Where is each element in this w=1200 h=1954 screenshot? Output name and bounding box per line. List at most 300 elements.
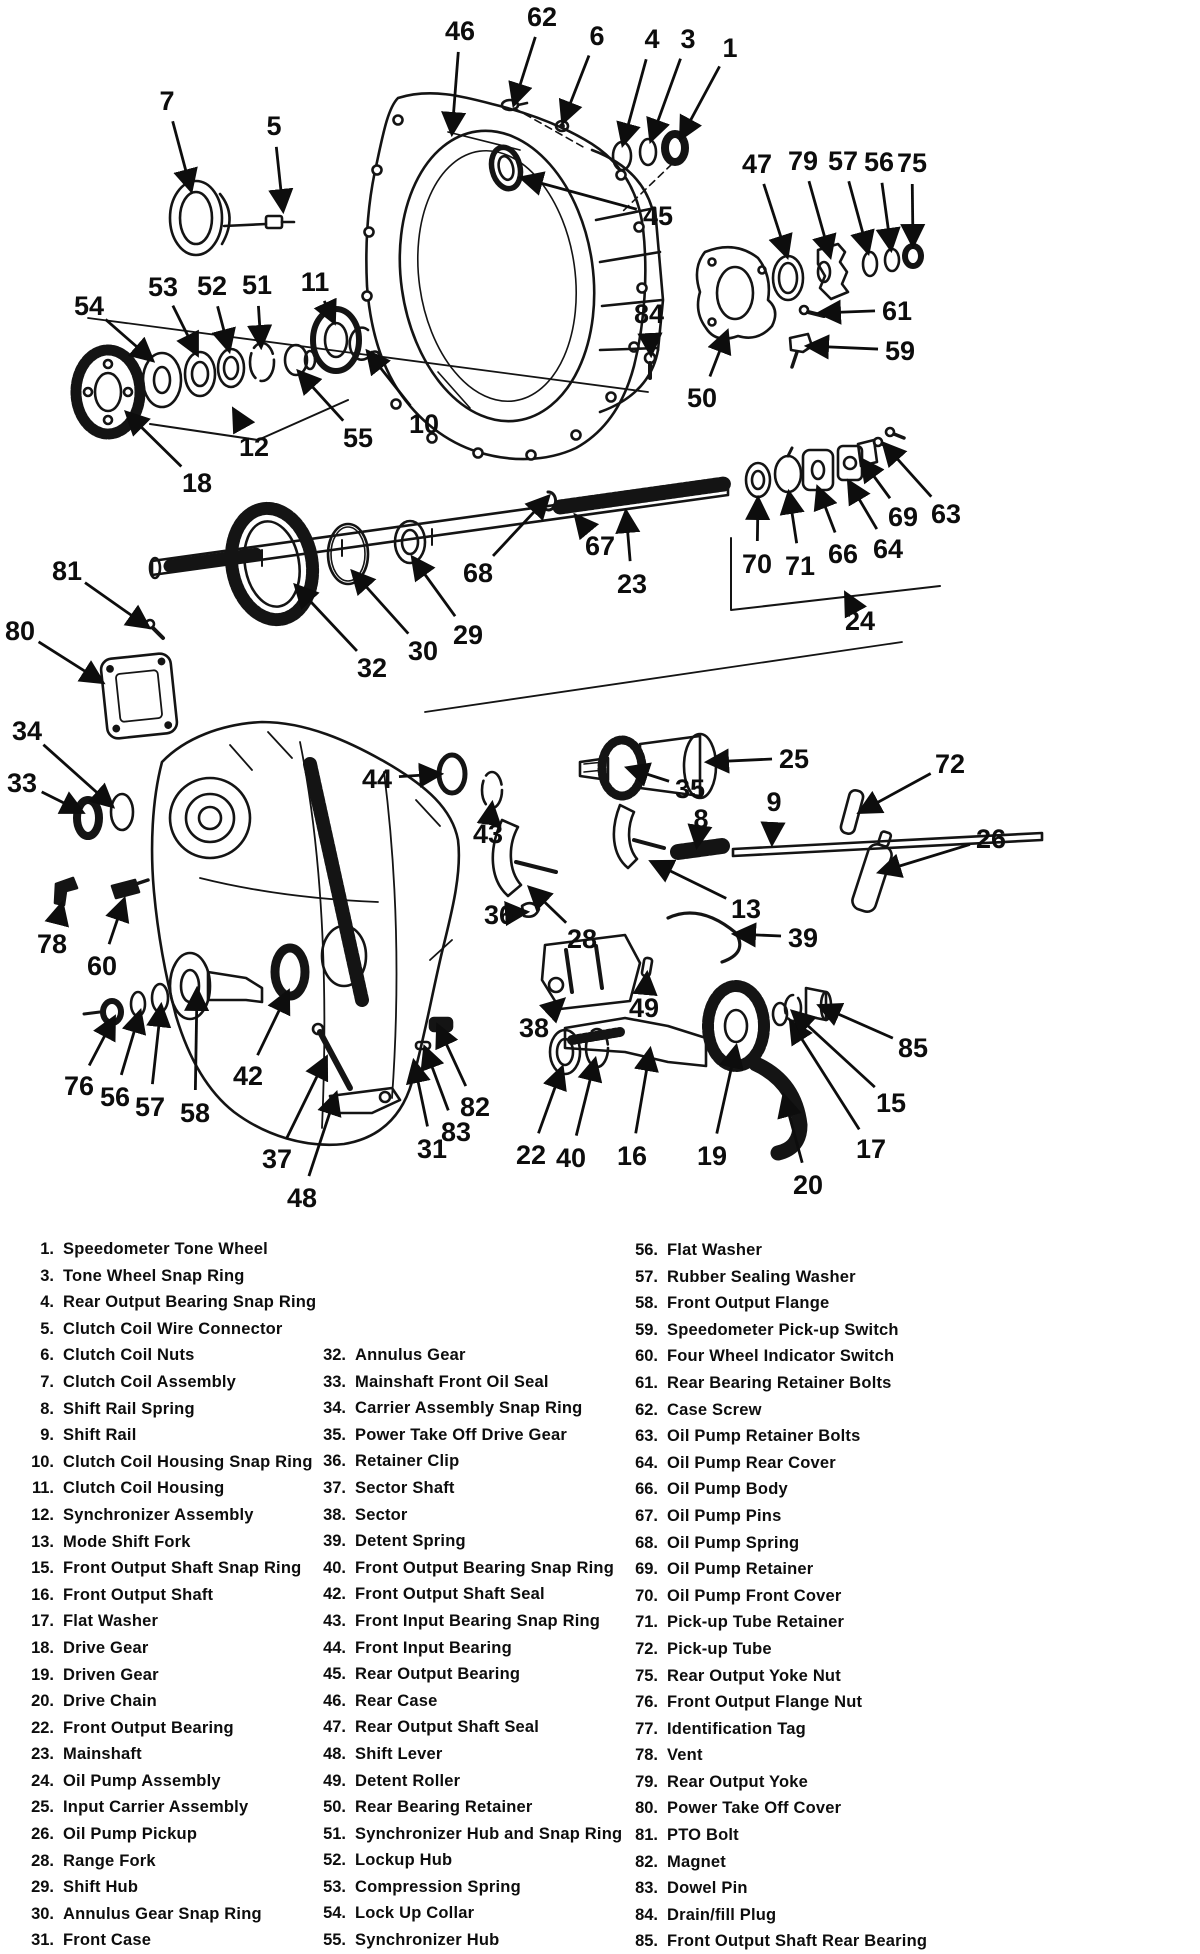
part-number: 3. — [40, 1266, 54, 1285]
parts-list-item — [612, 1507, 972, 1534]
parts-list-item — [18, 1639, 318, 1666]
callout-30: 30 — [407, 636, 439, 666]
callout-66: 66 — [827, 539, 859, 569]
callout-36: 36 — [483, 900, 515, 930]
callout-28: 28 — [566, 924, 598, 954]
callout-61: 61 — [881, 296, 913, 326]
callout-35: 35 — [674, 774, 706, 804]
leader-line-76 — [89, 1018, 114, 1066]
callout-10: 10 — [408, 409, 440, 439]
part-number: 80. — [635, 1799, 658, 1818]
part-name: Synchronizer Assembly — [63, 1505, 254, 1524]
part-name: Front Input Bearing Snap Ring — [355, 1611, 601, 1630]
leader-line-47 — [764, 184, 787, 256]
callout-54: 54 — [73, 291, 105, 321]
callout-12: 12 — [238, 432, 270, 462]
callout-70: 70 — [741, 549, 773, 579]
shift-lever-drawing — [330, 1088, 400, 1113]
speedo-switch-drawing — [790, 334, 812, 367]
part-number: 54. — [323, 1904, 346, 1923]
leader-line-85 — [820, 1006, 893, 1038]
part-name: Flat Washer — [667, 1241, 763, 1259]
part-name: Mode Shift Fork — [63, 1532, 191, 1551]
part-number: 10. — [31, 1452, 54, 1471]
part-name: Identification Tag — [667, 1719, 806, 1738]
parts-list-item — [302, 1665, 632, 1692]
callout-38: 38 — [518, 1013, 550, 1043]
callout-16: 16 — [616, 1141, 648, 1171]
part-number: 49. — [323, 1771, 346, 1790]
part-name: Retainer Clip — [355, 1452, 460, 1471]
part-name: Carrier Assembly Snap Ring — [355, 1399, 583, 1418]
parts-list-item — [18, 1346, 318, 1373]
pto-cover-drawing — [100, 653, 178, 740]
callout-1: 1 — [722, 33, 738, 63]
part-name: Front Output Shaft — [63, 1585, 214, 1604]
part-number: 52. — [323, 1851, 346, 1870]
leader-line-23 — [626, 512, 630, 561]
leader-line-9 — [772, 823, 773, 843]
part-number: 16. — [31, 1585, 54, 1604]
parts-list-column-1 — [18, 1240, 318, 1954]
shift-rail-spring-drawing — [678, 846, 722, 852]
parts-list-column-3 — [612, 1241, 972, 1954]
leader-line-31 — [414, 1062, 427, 1126]
part-name: Speedometer Tone Wheel — [63, 1240, 268, 1258]
part-name: Pick-up Tube — [667, 1639, 772, 1658]
part-name: Input Carrier Assembly — [63, 1798, 249, 1817]
parts-list-item — [612, 1401, 972, 1428]
part-name: Oil Pump Assembly — [63, 1771, 221, 1790]
part-name: Oil Pump Body — [667, 1480, 788, 1499]
part-number: 78. — [635, 1746, 658, 1765]
callout-11: 11 — [300, 267, 330, 297]
part-number: 59. — [635, 1320, 658, 1339]
part-name: Oil Pump Front Cover — [667, 1586, 842, 1605]
parts-list-item — [18, 1612, 318, 1639]
part-number: 61. — [635, 1373, 658, 1392]
part-number: 66. — [635, 1480, 658, 1499]
part-name: Shift Hub — [63, 1878, 139, 1897]
parts-list-item — [18, 1798, 318, 1825]
part-number: 18. — [31, 1638, 54, 1657]
part-name: Rear Case — [355, 1691, 438, 1710]
part-name: Oil Pump Pickup — [63, 1825, 198, 1844]
parts-list-item — [302, 1506, 632, 1533]
leader-line-52 — [218, 306, 229, 350]
part-number: 7. — [40, 1372, 54, 1391]
part-number: 26. — [31, 1825, 54, 1844]
parts-list-item — [302, 1399, 632, 1426]
part-number: 46. — [323, 1691, 346, 1710]
part-name: Tone Wheel Snap Ring — [63, 1266, 245, 1285]
phantom-line-b — [425, 642, 902, 712]
part-number: 12. — [31, 1505, 54, 1524]
callout-37: 37 — [261, 1144, 293, 1174]
part-name: Shift Rail — [63, 1426, 137, 1445]
part-number: 67. — [635, 1506, 658, 1525]
part-name: Detent Spring — [355, 1532, 466, 1551]
leader-line-4 — [623, 59, 646, 144]
part-number: 8. — [40, 1399, 54, 1418]
part-number: 82. — [635, 1852, 658, 1871]
callout-42: 42 — [232, 1061, 264, 1091]
parts-list-item — [612, 1374, 972, 1401]
part-number: 9. — [40, 1426, 54, 1445]
retainer-clip-drawing — [522, 903, 539, 917]
leader-line-72 — [860, 774, 931, 812]
part-name: Vent — [667, 1746, 703, 1765]
parts-list-item — [302, 1559, 632, 1586]
parts-list-item — [302, 1532, 632, 1559]
part-name: Front Output Shaft Rear Bearing — [667, 1932, 928, 1951]
part-number: 71. — [635, 1613, 658, 1632]
part-name: Clutch Coil Housing — [63, 1479, 225, 1498]
part-name: Front Output Flange Nut — [667, 1693, 863, 1712]
parts-list-item — [612, 1534, 972, 1561]
part-number: 63. — [635, 1427, 658, 1446]
part-number: 84. — [635, 1905, 658, 1924]
callout-19: 19 — [696, 1141, 728, 1171]
retainer-bolt-drawing — [800, 306, 824, 316]
parts-list-item — [302, 1772, 632, 1799]
part-name: Clutch Coil Assembly — [63, 1372, 237, 1391]
part-number: 83. — [635, 1879, 658, 1898]
callout-32: 32 — [356, 653, 388, 683]
callout-layer — [5, 2, 1006, 1213]
dowel-pin-drawing — [416, 1042, 430, 1049]
leader-line-32 — [296, 586, 357, 651]
part-number: 11. — [31, 1479, 54, 1498]
part-number: 6. — [40, 1346, 54, 1365]
callout-25: 25 — [778, 744, 810, 774]
parts-list-item — [612, 1613, 972, 1640]
parts-list-item — [18, 1400, 318, 1427]
parts-list-item — [18, 1293, 318, 1320]
parts-list-item — [612, 1640, 972, 1667]
callout-15: 15 — [875, 1088, 907, 1118]
part-number: 32. — [323, 1346, 346, 1364]
part-name: Front Input Bearing — [355, 1638, 512, 1657]
part-number: 19. — [31, 1665, 54, 1684]
part-name: Sector Shaft — [355, 1478, 455, 1497]
part-number: 69. — [635, 1560, 658, 1579]
part-name: Sector — [355, 1505, 408, 1524]
part-number: 17. — [31, 1612, 54, 1631]
mode-fork-drawing — [614, 805, 664, 868]
parts-list-item — [18, 1240, 318, 1267]
part-name: Driven Gear — [63, 1665, 159, 1684]
callout-45: 45 — [642, 201, 674, 231]
leader-line-49 — [646, 974, 647, 985]
part-name: Compression Spring — [355, 1877, 521, 1896]
callout-69: 69 — [887, 502, 919, 532]
part-number: 75. — [635, 1666, 658, 1685]
part-name: Oil Pump Retainer — [667, 1560, 814, 1579]
indicator-switch-drawing — [112, 880, 148, 898]
part-name: Mainshaft Front Oil Seal — [355, 1372, 549, 1391]
callout-67: 67 — [584, 531, 616, 561]
part-number: 4. — [40, 1293, 54, 1312]
part-name: Front Output Flange — [667, 1294, 830, 1313]
leader-line-13 — [652, 862, 726, 898]
part-name: Range Fork — [63, 1851, 156, 1870]
part-number: 29. — [31, 1878, 54, 1897]
part-number: 47. — [323, 1718, 346, 1737]
callout-62: 62 — [526, 2, 558, 32]
part-number: 70. — [635, 1586, 658, 1605]
callout-23: 23 — [616, 569, 648, 599]
callout-9: 9 — [766, 787, 782, 817]
parts-list-item — [18, 1320, 318, 1347]
leader-line-64 — [849, 482, 877, 529]
callout-79: 79 — [787, 146, 819, 176]
part-name: Annulus Gear — [355, 1346, 466, 1364]
callout-49: 49 — [628, 993, 660, 1023]
parts-list-item — [302, 1878, 632, 1905]
parts-list-item — [18, 1666, 318, 1693]
callout-56: 56 — [99, 1082, 131, 1112]
callout-84: 84 — [633, 299, 665, 329]
parts-list-item — [302, 1373, 632, 1400]
part-name: Rubber Sealing Washer — [667, 1267, 856, 1286]
callout-13: 13 — [730, 894, 762, 924]
callout-53: 53 — [147, 272, 179, 302]
callout-29: 29 — [452, 620, 484, 650]
leader-line-84 — [650, 335, 651, 354]
leader-line-75 — [912, 184, 913, 245]
parts-list-item — [612, 1799, 972, 1826]
part-number: 34. — [323, 1399, 346, 1418]
parts-list-item — [612, 1746, 972, 1773]
callout-46: 46 — [444, 16, 476, 46]
leader-line-66 — [818, 488, 835, 532]
parts-list-column-2 — [302, 1346, 632, 1954]
parts-list-item — [612, 1294, 972, 1321]
callout-52: 52 — [196, 271, 228, 301]
callout-6: 6 — [589, 21, 605, 51]
leader-line-45 — [522, 178, 637, 209]
parts-list-item — [302, 1745, 632, 1772]
parts-list-item — [612, 1932, 972, 1954]
parts-list-item — [302, 1904, 632, 1931]
front-case-drawing — [152, 722, 459, 1145]
callout-85: 85 — [897, 1033, 929, 1063]
clutch-coil-drawing — [170, 181, 294, 255]
part-name: Oil Pump Retainer Bolts — [667, 1427, 861, 1446]
front-input-bearing-drawing — [439, 755, 465, 793]
parts-list-item — [302, 1851, 632, 1878]
leader-line-29 — [413, 558, 455, 616]
part-number: 15. — [31, 1559, 54, 1578]
leader-line-24 — [846, 594, 850, 601]
part-number: 58. — [635, 1294, 658, 1313]
leader-line-57 — [849, 181, 868, 252]
parts-list-item — [302, 1825, 632, 1852]
diagram-artwork — [55, 93, 1042, 1153]
part-name: Speedometer Pick-up Switch — [667, 1320, 899, 1339]
callout-55: 55 — [342, 423, 374, 453]
leader-line-18 — [127, 413, 181, 467]
leader-line-6 — [563, 55, 589, 122]
parts-list-item — [612, 1587, 972, 1614]
part-number: 77. — [635, 1719, 658, 1738]
part-number: 56. — [635, 1241, 658, 1259]
callout-26: 26 — [975, 824, 1007, 854]
leader-line-62 — [514, 37, 535, 104]
parts-list-item — [302, 1931, 632, 1954]
parts-list-item — [612, 1268, 972, 1295]
leader-line-81 — [85, 583, 148, 627]
callout-81: 81 — [51, 556, 83, 586]
callout-71: 71 — [784, 551, 816, 581]
leader-line-43 — [491, 804, 492, 811]
callout-80: 80 — [4, 616, 36, 646]
callout-57: 57 — [827, 146, 859, 176]
parts-list-item — [18, 1506, 318, 1533]
parts-list-item — [612, 1826, 972, 1853]
parts-list-item — [302, 1585, 632, 1612]
leader-line-56 — [882, 183, 891, 249]
parts-list-item — [612, 1560, 972, 1587]
part-name: Mainshaft — [63, 1745, 142, 1764]
leader-line-7 — [173, 121, 191, 190]
leader-line-71 — [789, 493, 797, 543]
callout-57: 57 — [134, 1092, 166, 1122]
parts-list-item — [18, 1772, 318, 1799]
callout-40: 40 — [555, 1143, 587, 1173]
part-name: Oil Pump Pins — [667, 1506, 782, 1525]
callout-5: 5 — [266, 111, 282, 141]
leader-line-46 — [452, 52, 458, 133]
parts-list-item — [612, 1347, 972, 1374]
parts-list-item — [18, 1825, 318, 1852]
parts-list-item — [612, 1241, 972, 1268]
part-name: Annulus Gear Snap Ring — [63, 1904, 262, 1923]
leader-line-55 — [299, 372, 343, 421]
leader-line-37 — [287, 1058, 326, 1138]
callout-22: 22 — [515, 1140, 547, 1170]
part-name: Rear Bearing Retainer — [355, 1798, 533, 1817]
callout-59: 59 — [884, 336, 916, 366]
leader-line-16 — [636, 1050, 650, 1133]
callout-64: 64 — [872, 534, 904, 564]
callout-68: 68 — [462, 558, 494, 588]
part-name: Oil Pump Spring — [667, 1533, 800, 1552]
part-number: 13. — [31, 1532, 54, 1551]
part-name: PTO Bolt — [667, 1826, 739, 1845]
part-number: 36. — [323, 1452, 346, 1471]
leader-line-25 — [708, 759, 772, 762]
snap-ring-34-drawing — [111, 794, 133, 830]
parts-list-item — [612, 1693, 972, 1720]
parts-list-item — [302, 1452, 632, 1479]
parts-list-item — [302, 1692, 632, 1719]
part-name: Lockup Hub — [355, 1851, 453, 1870]
part-number: 45. — [323, 1665, 346, 1684]
parts-list-item — [18, 1878, 318, 1905]
leader-line-1 — [681, 66, 720, 138]
rear-output-bearing-drawing — [487, 144, 524, 192]
leader-line-3 — [651, 59, 680, 140]
part-number: 85. — [635, 1932, 658, 1951]
part-name: Oil Pump Rear Cover — [667, 1453, 836, 1472]
parts-list-item — [302, 1639, 632, 1666]
callout-72: 72 — [934, 749, 966, 779]
part-name: Four Wheel Indicator Switch — [667, 1347, 895, 1366]
part-number: 60. — [635, 1347, 658, 1366]
part-number: 81. — [635, 1826, 658, 1845]
part-number: 53. — [323, 1877, 346, 1896]
part-number: 72. — [635, 1639, 658, 1658]
detent-spring-drawing — [668, 913, 740, 962]
part-number: 25. — [31, 1798, 54, 1817]
part-name: Rear Output Yoke — [667, 1772, 809, 1791]
callout-75: 75 — [896, 148, 928, 178]
leader-line-33 — [42, 792, 82, 812]
parts-list-item — [302, 1718, 632, 1745]
snap-ring-3-drawing — [640, 139, 656, 165]
part-name: Flat Washer — [63, 1612, 159, 1631]
part-name: Rear Bearing Retainer Bolts — [667, 1373, 892, 1392]
leader-line-8 — [697, 840, 698, 846]
part-number: 24. — [31, 1771, 54, 1790]
parts-list-item — [18, 1426, 318, 1453]
pto-bolt-drawing — [146, 620, 163, 638]
part-number: 57. — [635, 1267, 658, 1286]
parts-list-item — [302, 1346, 632, 1373]
callout-39: 39 — [787, 923, 819, 953]
part-number: 42. — [323, 1585, 346, 1604]
part-number: 64. — [635, 1453, 658, 1472]
part-number: 40. — [323, 1558, 346, 1577]
part-number: 20. — [31, 1692, 54, 1711]
callout-47: 47 — [741, 149, 773, 179]
leader-line-69 — [862, 460, 890, 498]
parts-list-item — [302, 1798, 632, 1825]
vent-drawing — [55, 878, 77, 905]
part-name: Lock Up Collar — [355, 1904, 475, 1923]
sector-shaft-drawing — [313, 1024, 350, 1088]
bearing-retainer-drawing — [697, 247, 775, 338]
leader-line-60 — [109, 900, 124, 944]
part-number: 5. — [40, 1319, 54, 1338]
parts-list-item — [18, 1931, 318, 1954]
part-name: Rear Output Shaft Seal — [355, 1718, 540, 1737]
oil-seal-33-drawing — [77, 800, 99, 836]
parts-list-item — [18, 1479, 318, 1506]
callout-17: 17 — [855, 1134, 887, 1164]
leader-line-70 — [757, 499, 758, 541]
part-number: 38. — [323, 1505, 346, 1524]
parts-list-item — [612, 1480, 972, 1507]
part-name: Clutch Coil Nuts — [63, 1346, 195, 1365]
part-name: Synchronizer Hub and Snap Ring — [355, 1824, 623, 1843]
leader-line-83 — [425, 1048, 448, 1110]
callout-43: 43 — [472, 819, 504, 849]
leader-line-30 — [353, 572, 408, 634]
leader-line-35 — [628, 768, 669, 781]
parts-list-item — [18, 1719, 318, 1746]
parts-list-item — [18, 1586, 318, 1613]
parts-list-item — [18, 1373, 318, 1400]
annulus-gear-drawing — [223, 502, 425, 626]
parts-list-item — [18, 1905, 318, 1932]
magnet-drawing — [430, 1018, 452, 1031]
callout-33: 33 — [6, 768, 38, 798]
part-number: 43. — [323, 1611, 346, 1630]
leader-line-40 — [576, 1060, 595, 1136]
